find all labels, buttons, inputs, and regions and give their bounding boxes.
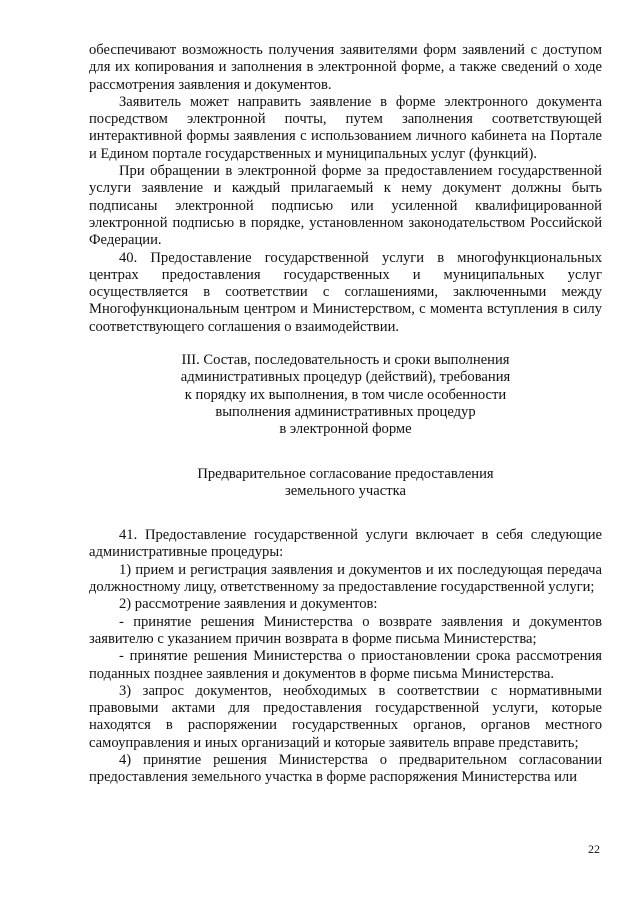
paragraph: 4) принятие решения Министерства о предварительном согласовании предоставления земельного участка в форме распоряжения Министерства или	[89, 751, 602, 786]
heading-line: III. Состав, последовательность и сроки выполнения	[181, 352, 510, 369]
subsection-heading	[89, 466, 602, 501]
paragraph: обеспечивают возможность получения заявителями форм заявлений с доступом для их копирования и заполнения в электронной форме, а также сведений о ходе рассмотрения заявления и документов.	[89, 42, 602, 93]
paragraph: 41. Предоставление государственной услуги включает в себя следующие административные процедуры:	[89, 527, 602, 561]
paragraph: Заявитель может направить заявление в форме электронного документа посредством электронной почты, путем заполнения соответствующей интерактивной формы заявления с использованием личного кабинета на Портале и Едином портале государственных и муниципальных услуг (функций).	[89, 93, 602, 162]
page-number: 22	[588, 842, 600, 856]
paragraph: 2) рассмотрение заявления и документов:	[119, 596, 378, 613]
paragraph: - принятие решения Министерства о приостановлении срока рассмотрения поданных позднее заявления и документов в форме письма Министерства.	[89, 648, 602, 682]
paragraph: 40. Предоставление государственной услуги в многофункциональных центрах предоставления государственных и муниципальных услуг осуществляется в соответствии с соглашениями, заключенными между Многофункциональным центром и Министерством, с момента вступления в силу соответствующего соглашения о взаимодействии.	[89, 249, 602, 335]
bottom-paragraphs	[89, 527, 602, 786]
heading-line: административных процедур (действий), требования	[180, 369, 511, 386]
paragraph: 3) запрос документов, необходимых в соответствии с нормативными правовыми актами для предоставления государственной услуги, которые находятся в распоряжении государственных органов, органов местного самоуправления и иных организаций и которые заявитель вправе представить;	[89, 682, 602, 751]
top-paragraphs	[89, 42, 602, 336]
heading-line: выполнения административных процедур	[215, 403, 476, 420]
heading-line: Предварительное согласование предоставления	[197, 465, 494, 482]
section-heading	[89, 352, 602, 438]
heading-line: земельного участка	[285, 482, 406, 499]
heading-line: в электронной форме	[279, 421, 412, 438]
paragraph: 1) прием и регистрация заявления и документов и их последующая передача должностному лицу, ответственному за предоставление государственной услуги;	[89, 561, 602, 596]
heading-line: к порядку их выполнения, в том числе особенности	[184, 386, 507, 403]
paragraph: При обращении в электронной форме за предоставлением государственной услуги заявление и каждый прилагаемый к нему документ должны быть подписаны электронной подписью или усиленной квалифицированной электронной подписью в порядке, установленном законодательством Российской Федерации.	[89, 163, 602, 249]
paragraph: - принятие решения Министерства о возврате заявления и документов заявителю с указанием причин возврата в форме письма Министерства;	[89, 613, 602, 647]
